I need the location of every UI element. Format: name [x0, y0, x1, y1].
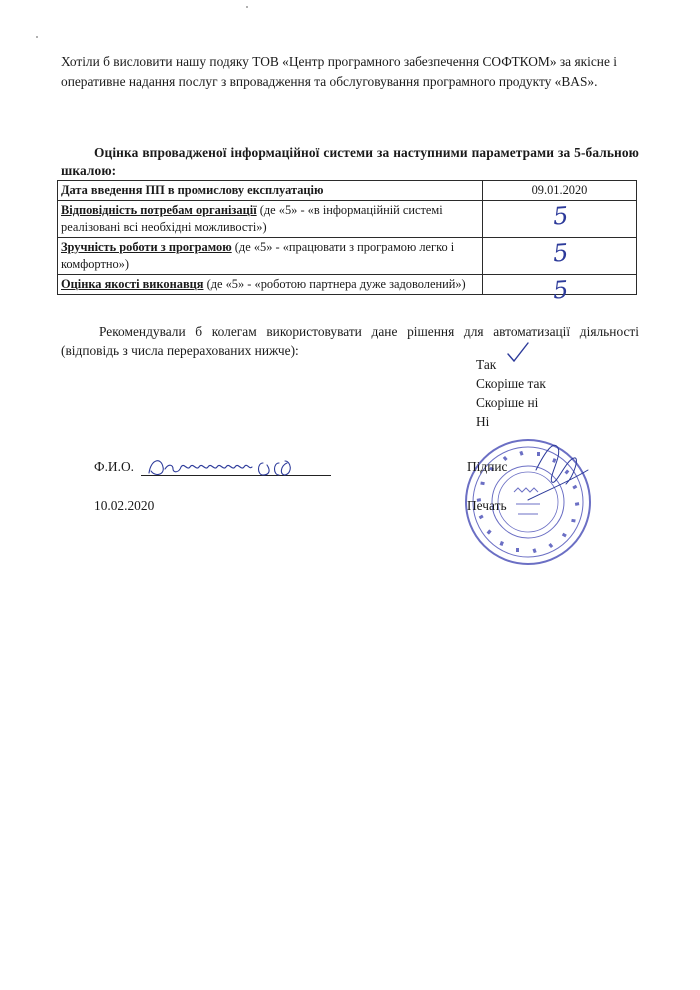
criterion-description: (де «5» - «роботою партнера дуже задоволений»)	[203, 277, 466, 291]
criterion-cell	[58, 275, 483, 295]
commissioning-date: 09.01.2020	[531, 183, 588, 197]
table-row	[58, 181, 637, 201]
handwritten-score: 5	[552, 275, 570, 305]
option-no	[476, 412, 546, 431]
value-cell	[483, 201, 637, 238]
table-row	[58, 238, 637, 275]
criterion-cell	[58, 201, 483, 238]
recommendation-paragraph: Рекомендували б колегам використовувати дане рішення для автоматизації діяльності (відповідь з числа перерахованих нижче):	[61, 324, 639, 358]
answer-options	[476, 355, 546, 431]
document-date: 10.02.2020	[94, 498, 155, 513]
table-heading: Оцінка впровадженої інформаційної системи за наступними параметрами за 5-бальною шкалою:	[61, 145, 639, 178]
intro-paragraph: Хотіли б висловити нашу подяку ТОВ «Центр програмного забезпечення СОФТКОМ» за якісне і оперативне надання послуг з впровадження та обслуговування програмного продукту «BAS».	[61, 54, 617, 89]
criterion-name: Оцінка якості виконавця	[61, 277, 204, 291]
option-label: Так	[476, 357, 497, 372]
option-label: Скоріше так	[476, 376, 546, 391]
table-row	[58, 275, 637, 295]
criterion-description: (де «5» - «працювати з програмою легко і комфортно»)	[61, 240, 455, 271]
value-cell	[483, 238, 637, 275]
option-rather-yes	[476, 374, 546, 393]
option-label: Ні	[476, 414, 490, 429]
full-name-field	[94, 458, 331, 476]
table-row	[58, 201, 637, 238]
criterion-name: Відповідність потребам організації	[61, 203, 257, 217]
scan-artifact	[36, 36, 38, 38]
handwritten-name-icon	[141, 453, 331, 481]
value-cell	[483, 181, 637, 201]
stamp-label: Печать	[467, 498, 507, 513]
value-cell	[483, 275, 637, 305]
full-name-label: Ф.И.О.	[94, 459, 134, 474]
criterion-name: Дата введення ПП в промислову експлуатацію	[61, 183, 324, 197]
option-rather-no	[476, 393, 546, 412]
handwritten-name	[141, 461, 331, 476]
criterion-description: (де «5» - «в інформаційній системі реалізовані всі необхідні можливості»)	[61, 203, 443, 234]
signature-label: Підпис	[467, 459, 508, 474]
handwritten-score: 5	[552, 238, 570, 268]
option-label: Скоріше ні	[476, 395, 539, 410]
stamp-field	[467, 497, 507, 515]
checkmark-icon	[506, 341, 530, 363]
scan-artifact	[246, 6, 248, 8]
option-yes	[476, 355, 546, 374]
criterion-name: Зручність роботи з програмою	[61, 240, 232, 254]
criterion-cell	[58, 238, 483, 275]
signature-field	[467, 458, 507, 476]
handwritten-score: 5	[552, 201, 570, 231]
criterion-cell	[58, 181, 483, 201]
rating-table	[57, 180, 637, 305]
